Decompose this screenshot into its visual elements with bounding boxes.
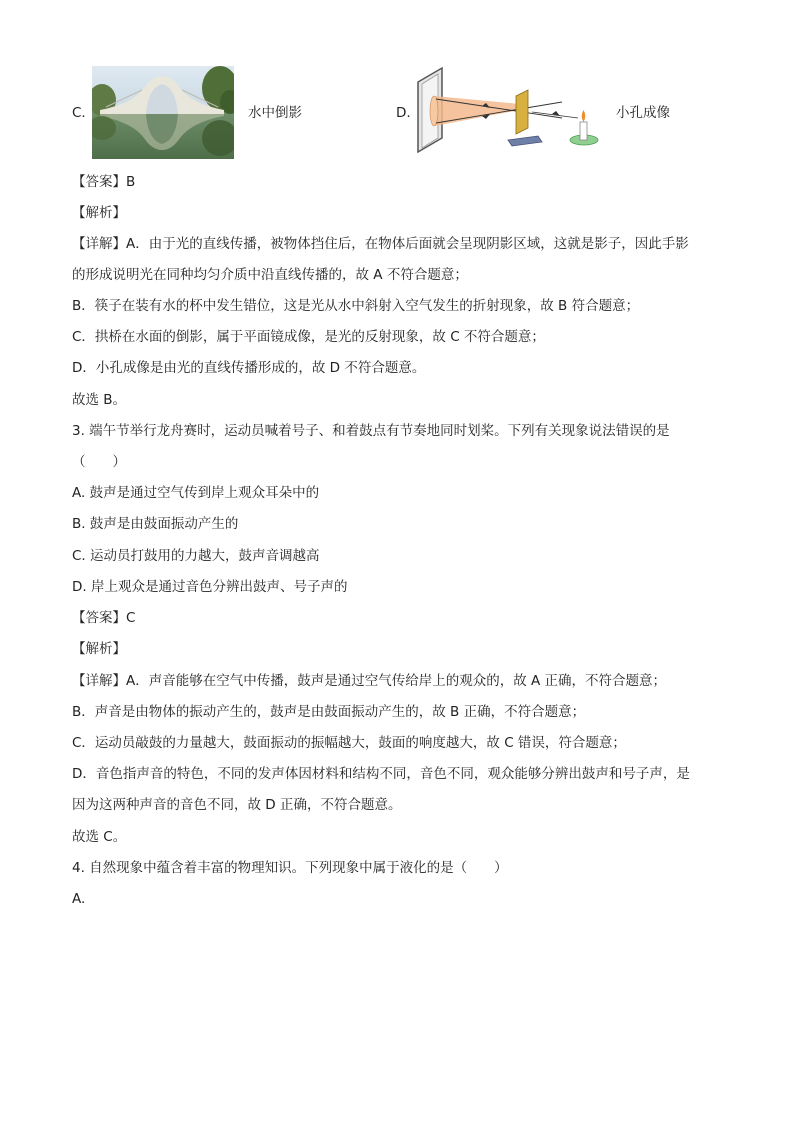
option-d-letter: D. (396, 105, 411, 121)
q3-option-b: B. 鼓声是由鼓面振动产生的 (72, 516, 239, 532)
q2-analysis-heading: 【解析】 (72, 205, 126, 221)
pinhole-imaging-diagram (412, 66, 604, 158)
option-c-caption: 水中倒影 (248, 105, 302, 121)
q3-choose: 故选 C。 (72, 829, 127, 845)
q3-detail-2: B．声音是由物体的振动产生的，鼓声是由鼓面振动产生的，故 B 正确，不符合题意； (72, 704, 586, 720)
option-c-letter: C. (72, 105, 86, 121)
q3-option-a: A. 鼓声是通过空气传到岸上观众耳朵中的 (72, 485, 320, 501)
q3-answer: 【答案】C (72, 610, 136, 626)
q2-detail-4: C．拱桥在水面的倒影，属于平面镜成像，是光的反射现象，故 C 不符合题意； (72, 329, 545, 345)
q4-option-a: A. (72, 891, 86, 907)
q3-detail-4: D．音色指声音的特色，不同的发声体因材料和结构不同，音色不同，观众能够分辨出鼓声和号子声，是 (72, 766, 690, 782)
q2-detail-5: D．小孔成像是由光的直线传播形成的，故 D 不符合题意。 (72, 360, 426, 376)
q2-choose: 故选 B。 (72, 392, 127, 408)
q3-stem-2: （ ） (72, 454, 126, 470)
q3-stem-1: 3. 端午节举行龙舟赛时，运动员喊着号子、和着鼓点有节奏地同时划桨。下列有关现象说法错误的是 (72, 423, 670, 439)
q3-option-d: D. 岸上观众是通过音色分辨出鼓声、号子声的 (72, 579, 348, 595)
q3-detail-3: C．运动员敲鼓的力量越大，鼓面振动的振幅越大，鼓面的响度越大，故 C 错误，符合题意； (72, 735, 626, 751)
q2-detail-2: 的形成说明光在同种均匀介质中沿直线传播的，故 A 不符合题意； (72, 267, 468, 283)
q3-option-c: C. 运动员打鼓用的力越大，鼓声音调越高 (72, 548, 320, 564)
q2-detail-1: 【详解】A．由于光的直线传播，被物体挡住后，在物体后面就会呈现阴影区域，这就是影子，因此手影 (72, 236, 689, 252)
q3-detail-5: 因为这两种声音的音色不同，故 D 正确，不符合题意。 (72, 797, 402, 813)
q3-analysis-heading: 【解析】 (72, 641, 126, 657)
q4-stem: 4. 自然现象中蕴含着丰富的物理知识。下列现象中属于液化的是（ ） (72, 860, 508, 876)
q2-detail-3: B．筷子在装有水的杯中发生错位，这是光从水中斜射入空气发生的折射现象，故 B 符合题意； (72, 298, 640, 314)
option-d-caption: 小孔成像 (616, 105, 670, 121)
q2-answer: 【答案】B (72, 174, 136, 190)
bridge-reflection-photo (92, 66, 234, 159)
q3-detail-1: 【详解】A．声音能够在空气中传播，鼓声是通过空气传给岸上的观众的，故 A 正确，不符合题意； (72, 673, 667, 689)
